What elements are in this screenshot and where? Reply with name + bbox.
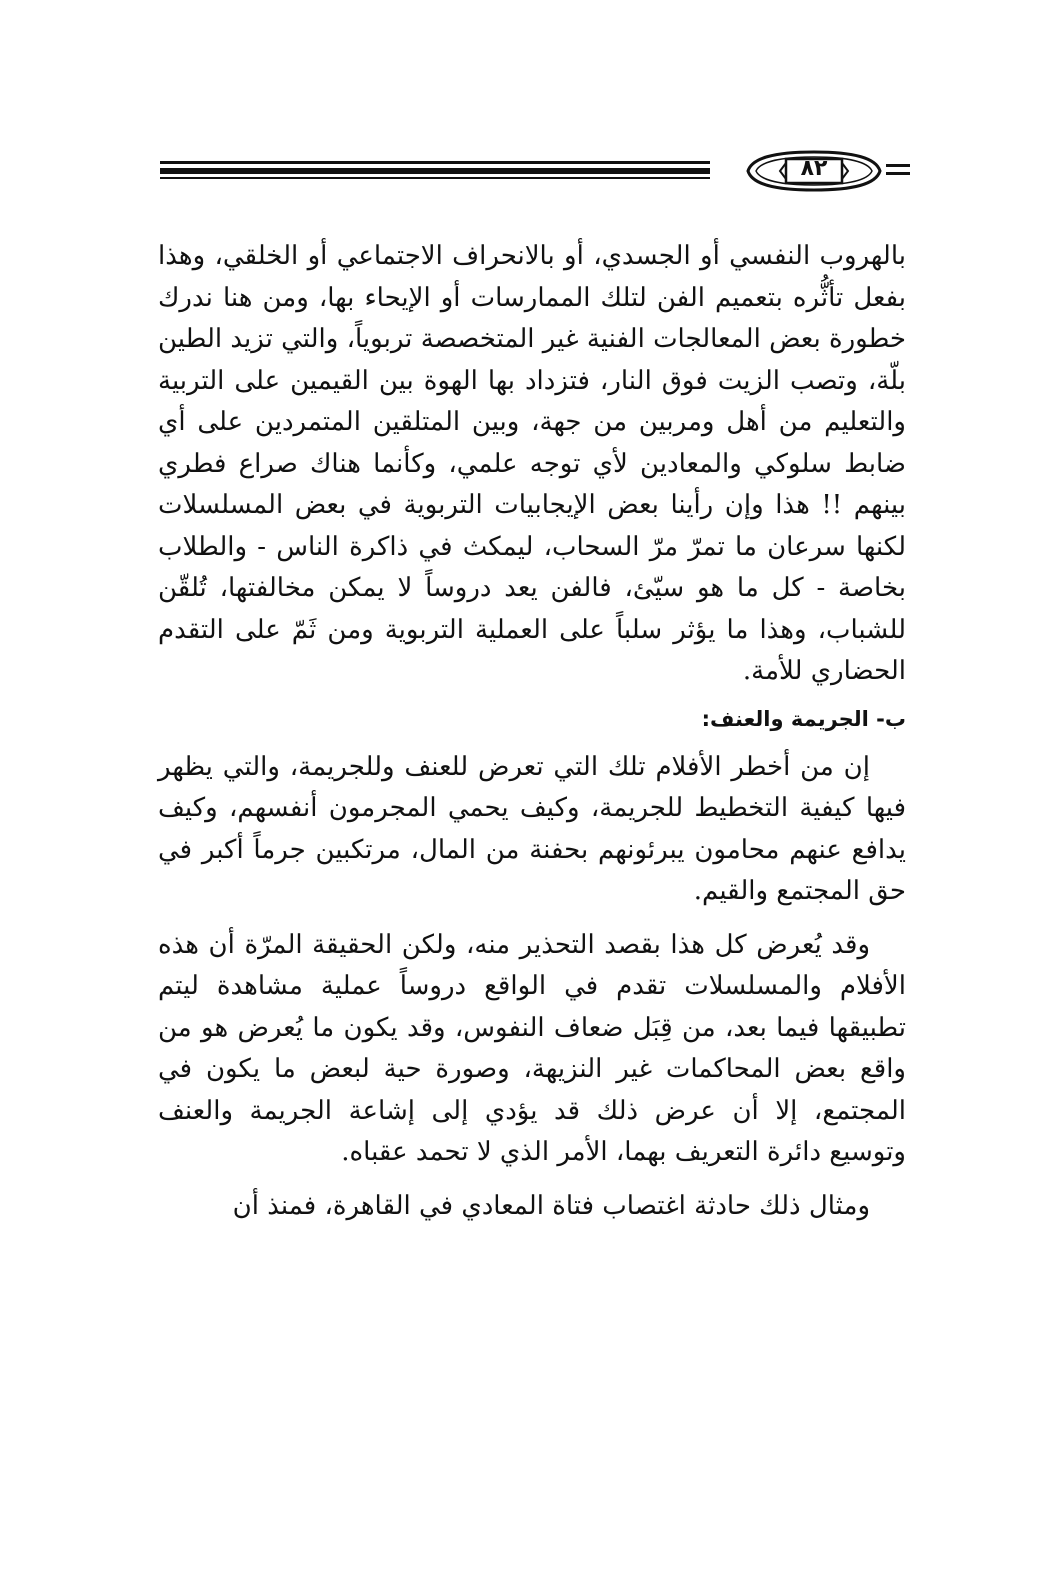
- page-number-badge: [744, 150, 884, 192]
- page-number: ٨٢: [800, 156, 828, 181]
- header-rule-end: [886, 164, 910, 176]
- paragraph: ومثال ذلك حادثة اغتصاب فتاة المعادي في القاهرة، فمنذ أن: [232, 1190, 870, 1221]
- header-rule: [160, 161, 710, 179]
- section-heading: ب- الجريمة والعنف:: [701, 706, 906, 731]
- page-header: [160, 150, 910, 200]
- paragraph: بالهروب النفسي أو الجسدي، أو بالانحراف الاجتماعي أو الخلقي، وهذا بفعل تأثُّره بتعميم الفن لتلك الممارسات أو الإيحاء بها، ومن هنا ندرك خطورة بعض المعالجات الفنية غير المتخصصة تربوياً، والتي تزيد الطين بلّة، وتصب الزيت فوق النار، فتزداد بها الهوة بين القيمين على التربية والتعليم من أهل ومربين من جهة، وبين المتلقين المتمردين على أي ضابط سلوكي والمعادين لأي توجه علمي، وكأنما هناك صراع فطري بينهم !! هذا وإن رأينا بعض الإيجابيات التربوية في بعض المسلسلات لكنها سرعان ما تمرّ مرّ السحاب، ليمكث في ذاكرة الناس - والطلاب بخاصة - كل ما هو سيّئ، فالفن يعد دروساً لا يمكن مخالفتها، تُلقّن للشباب، وهذا ما يؤثر سلباً على العملية التربوية ومن ثَمّ على التقدم الحضاري للأمة.: [158, 241, 906, 686]
- paragraph: إن من أخطر الأفلام تلك التي تعرض للعنف وللجريمة، والتي يظهر فيها كيفية التخطيط للجريمة، وكيف يحمي المجرمون أنفسهم، وكيف يدافع عنهم محامون يبرئونهم بحفنة من المال، مرتكبين جرماً أكبر في حق المجتمع والقيم.: [158, 751, 906, 906]
- page-body: [158, 236, 906, 1227]
- paragraph: وقد يُعرض كل هذا بقصد التحذير منه، ولكن الحقيقة المرّة أن هذه الأفلام والمسلسلات تقدم في الواقع دروساً عملية مشاهدة ليتم تطبيقها فيما بعد، من قِبَل ضعاف النفوس، وقد يكون ما يُعرض هو من واقع بعض المحاكمات غير النزيهة، وصورة حية لبعض ما يكون في المجتمع، إلا أن عرض ذلك قد يؤدي إلى إشاعة الجريمة والعنف وتوسيع دائرة التعريف بهما، الأمر الذي لا تحمد عقباه.: [158, 929, 906, 1167]
